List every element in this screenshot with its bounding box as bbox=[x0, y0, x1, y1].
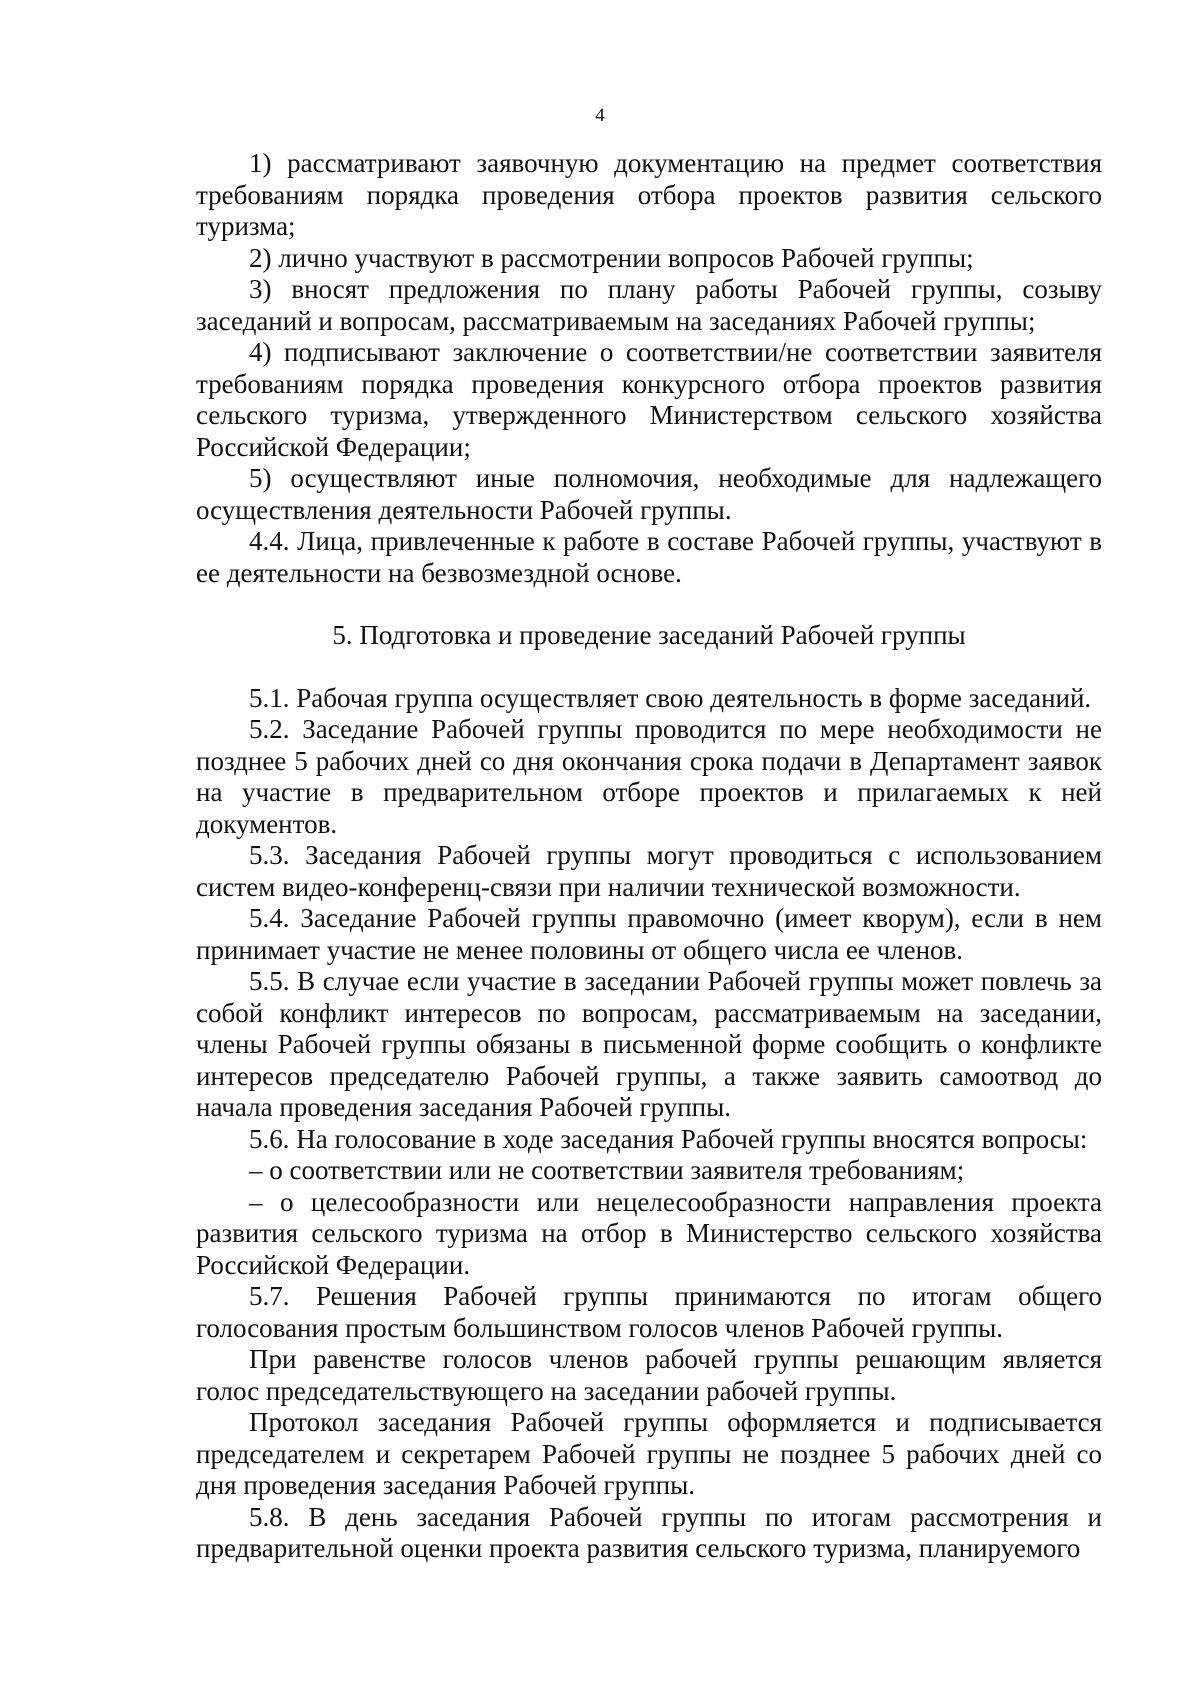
paragraph-5-5: 5.5. В случае если участие в заседании Рабочей группы может повлечь за собой конфликт интересов по вопросам, рассматриваемым на заседании, члены Рабочей группы обязаны в письменной форме сообщить о конфликте интересов председателю Рабочей группы, а также заявить самоотвод до начала проведения заседания Рабочей группы. bbox=[196, 966, 1102, 1122]
paragraph-tie-vote: При равенстве голосов членов рабочей группы решающим является голос председательствующего на заседании рабочей группы. bbox=[196, 1344, 1102, 1406]
paragraph-5-8: 5.8. В день заседания Рабочей группы по итогам рассмотрения и предварительной оценки проекта развития сельского туризма, планируемого bbox=[196, 1501, 1102, 1563]
paragraph-5-2: 5.2. Заседание Рабочей группы проводится по мере необходимости не позднее 5 рабочих дней со дня окончания срока подачи в Департамент заявок на участие в предварительном отборе проектов и прилагаемых к ней документов. bbox=[196, 714, 1102, 839]
paragraph-5-6: 5.6. На голосование в ходе заседания Рабочей группы вносятся вопросы: bbox=[249, 1123, 1088, 1154]
vote-question-1: – о соответствии или не соответствии заявителя требованиям; bbox=[249, 1155, 965, 1185]
paragraph-5-4: 5.4. Заседание Рабочей группы правомочно (имеет кворум), если в нем принимает участие не менее половины от общего числа ее членов. bbox=[196, 903, 1102, 965]
paragraph-4-4: 4.4. Лица, привлеченные к работе в составе Рабочей группы, участвуют в ее деятельности на безвозмездной основе. bbox=[196, 526, 1102, 588]
page-number: 4 bbox=[595, 105, 605, 126]
document-body bbox=[196, 148, 1102, 1565]
paragraph-5-3: 5.3. Заседания Рабочей группы могут проводиться с использованием систем видео-конференц-связи при наличии технической возможности. bbox=[196, 840, 1102, 902]
paragraph-5-7: 5.7. Решения Рабочей группы принимаются по итогам общего голосования простым большинством голосов членов Рабочей группы. bbox=[196, 1281, 1102, 1343]
paragraph-item-4: 4) подписывают заключение о соответствии/не соответствии заявителя требованиям порядка проведения конкурсного отбора проектов развития сельского туризма, утвержденного Министерством сельского хозяйства Российской Федерации; bbox=[196, 337, 1102, 462]
section-heading: 5. Подготовка и проведение заседаний Рабочей группы bbox=[332, 620, 966, 650]
paragraph-item-2: 2) лично участвуют в рассмотрении вопросов Рабочей группы; bbox=[249, 242, 974, 273]
paragraph-item-1: 1) рассматривают заявочную документацию на предмет соответствия требованиям порядка проведения отбора проектов развития сельского туризма; bbox=[196, 148, 1102, 241]
paragraph-item-3: 3) вносят предложения по плану работы Рабочей группы, созыву заседаний и вопросам, рассматриваемым на заседаниях Рабочей группы; bbox=[196, 274, 1102, 336]
paragraph-protocol: Протокол заседания Рабочей группы оформляется и подписывается председателем и секретарем Рабочей группы не позднее 5 рабочих дней со дня проведения заседания Рабочей группы. bbox=[196, 1407, 1102, 1500]
paragraph-5-1: 5.1. Рабочая группа осуществляет свою деятельность в форме заседаний. bbox=[249, 682, 1092, 713]
paragraph-item-5: 5) осуществляют иные полномочия, необходимые для надлежащего осуществления деятельности Рабочей группы. bbox=[196, 463, 1102, 525]
vote-question-2: – о целесообразности или нецелесообразности направления проекта развития сельского туризма на отбор в Министерство сельского хозяйства Российской Федерации. bbox=[196, 1186, 1102, 1280]
